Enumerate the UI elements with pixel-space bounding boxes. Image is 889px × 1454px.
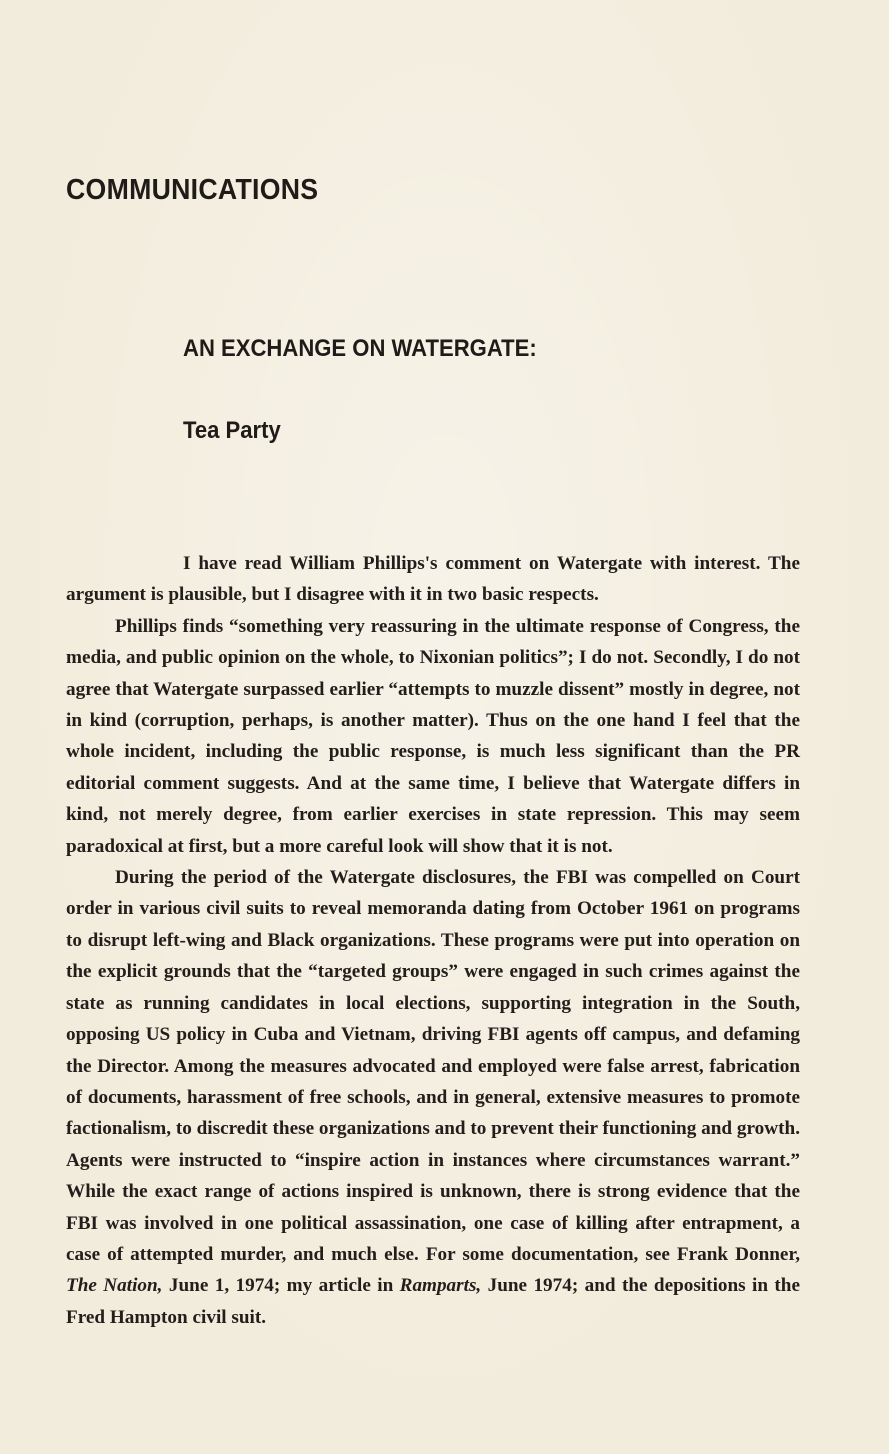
paragraph-3-text-b: June 1, 1974; my article in <box>162 1275 400 1297</box>
publication-title-ramparts: Ramparts, <box>399 1275 482 1297</box>
paragraph-3 <box>66 862 800 1333</box>
section-title: COMMUNICATIONS <box>66 174 319 206</box>
article-body <box>66 548 800 1333</box>
paragraph-2: Phillips finds “something very reassuring in the ultimate response of Congress, the media, and public opinion on the whole, to Nixonian politics”; I do not. Secondly, I do not agree that Watergate surpassed earlier “attempts to muzzle dissent” mostly in degree, not in kind (corruption, perhaps, is another matter). Thus on the one hand I feel that the whole incident, including the public response, is much less significant than the PR editorial comment suggests. And at the same time, I believe that Watergate differs in kind, not merely degree, from earlier exercises in state repression. This may seem paradoxical at first, but a more careful look will show that it is not. <box>66 615 800 857</box>
article-subtitle: Tea Party <box>183 417 281 444</box>
paragraph-1: I have read William Phillips's comment on Watergate with interest. The argument is plausible, but I disagree with it in two basic respects. <box>66 553 800 606</box>
article-title: AN EXCHANGE ON WATERGATE: <box>183 335 537 362</box>
paragraph-3-text-c: June 1974; and the depositions in the Fred Hampton civil suit. <box>66 1275 800 1328</box>
publication-title-nation: The Nation, <box>66 1275 163 1297</box>
paragraph-3-text-a: During the period of the Watergate disclosures, the FBI was compelled on Court order in various civil suits to reveal memoranda dating from October 1961 on programs to disrupt left-wing and Black organizations. These programs were put into operation on the explicit grounds that the “targeted groups” were engaged in such crimes against the state as running candidates in local elections, supporting integration in the South, opposing US policy in Cuba and Vietnam, driving FBI agents off campus, and defaming the Director. Among the measures advocated and employed were false arrest, fabrication of documents, harassment of free schools, and in general, extensive measures to promote factionalism, to discredit these organizations and to prevent their functioning and growth. Agents were instructed to “inspire action in instances where circumstances warrant.” While the exact range of actions inspired is unknown, there is strong evidence that the FBI was involved in one political assassination, one case of killing after entrapment, a case of attempted murder, and much else. For some documentation, see Frank Donner, <box>66 867 800 1265</box>
